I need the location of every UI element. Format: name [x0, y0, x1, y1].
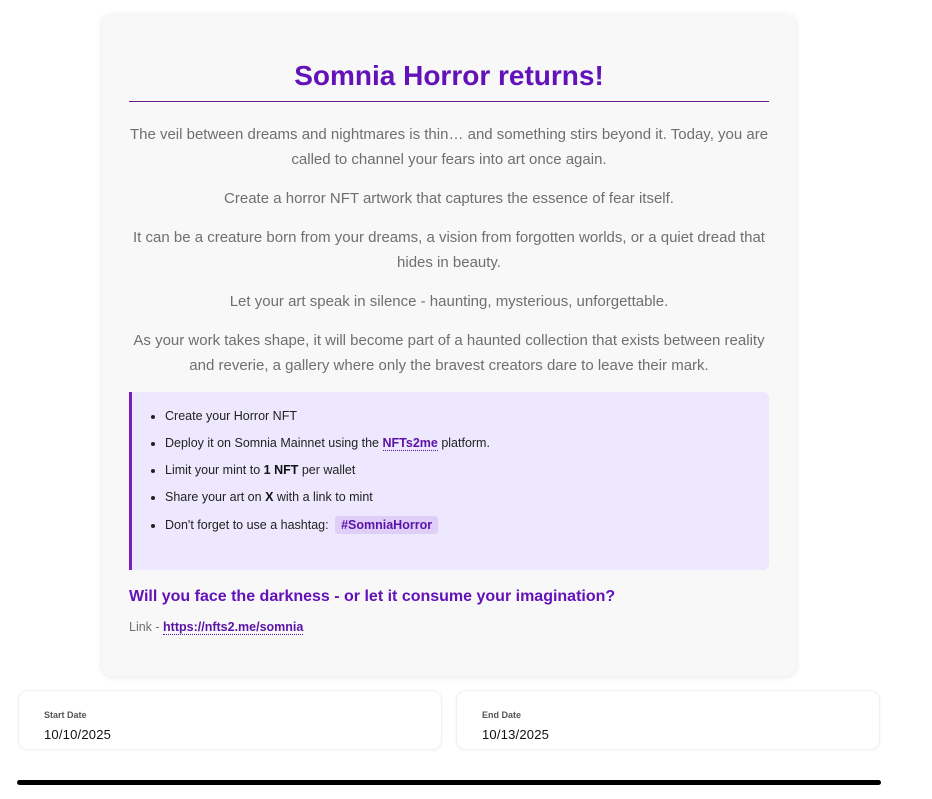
start-date-value: 10/10/2025: [44, 727, 112, 742]
rule-text: per wallet: [298, 463, 356, 477]
rules-list: [132, 408, 769, 534]
intro-paragraph-2: Create a horror NFT artwork that captures the essence of fear itself.: [224, 190, 674, 207]
mint-link[interactable]: https://nfts2.me/somnia: [163, 620, 304, 634]
link-prefix: Link -: [129, 620, 164, 634]
start-date-label: Start Date: [44, 710, 87, 720]
rule-item: [165, 516, 769, 534]
intro-paragraph-4: Let your art speak in silence - haunting, mysterious, unforgettable.: [229, 293, 669, 310]
rule-item: [165, 462, 769, 478]
nfts2me-link[interactable]: NFTs2me: [382, 436, 438, 450]
end-date-value: 10/13/2025: [482, 727, 550, 742]
link-row: [129, 620, 769, 634]
intro-paragraph-5: As your work takes shape, it will become part of a haunted collection that exists between reality and reverie, a gallery where only the bravest creators dare to leave their mark.: [133, 332, 765, 374]
title-divider: [129, 101, 769, 102]
rule-item: [165, 435, 769, 451]
call-to-action-heading: Will you face the darkness - or let it consume your imagination?: [129, 588, 616, 605]
rule-text: with a link to mint: [273, 490, 373, 504]
start-date-card: [18, 690, 442, 750]
rules-box: [129, 392, 769, 570]
rule-item: [165, 408, 769, 424]
end-date-label: End Date: [482, 710, 522, 720]
rule-bold: X: [265, 490, 274, 504]
rule-text: Don't forget to use a hashtag:: [165, 518, 333, 532]
rule-text: Share your art on: [165, 490, 266, 504]
rule-text: Create your Horror NFT: [165, 409, 297, 423]
rule-text: Deploy it on Somnia Mainnet using the: [165, 436, 383, 450]
rule-text: platform.: [437, 436, 490, 450]
page-title: Somnia Horror returns!: [294, 60, 604, 91]
hashtag-badge: #SomniaHorror: [335, 516, 438, 534]
rule-item: [165, 489, 769, 505]
intro-paragraph-1: The veil between dreams and nightmares is thin… and something stirs beyond it. Today, you are called to channel your fears into art once again.: [129, 126, 769, 168]
campaign-card: [102, 14, 796, 676]
rule-text: Limit your mint to: [165, 463, 264, 477]
bottom-scroll-bar[interactable]: [17, 780, 881, 785]
end-date-card: [456, 690, 880, 750]
intro-paragraph-3: It can be a creature born from your dreams, a vision from forgotten worlds, or a quiet dread that hides in beauty.: [133, 229, 765, 271]
rule-bold: 1 NFT: [263, 463, 299, 477]
